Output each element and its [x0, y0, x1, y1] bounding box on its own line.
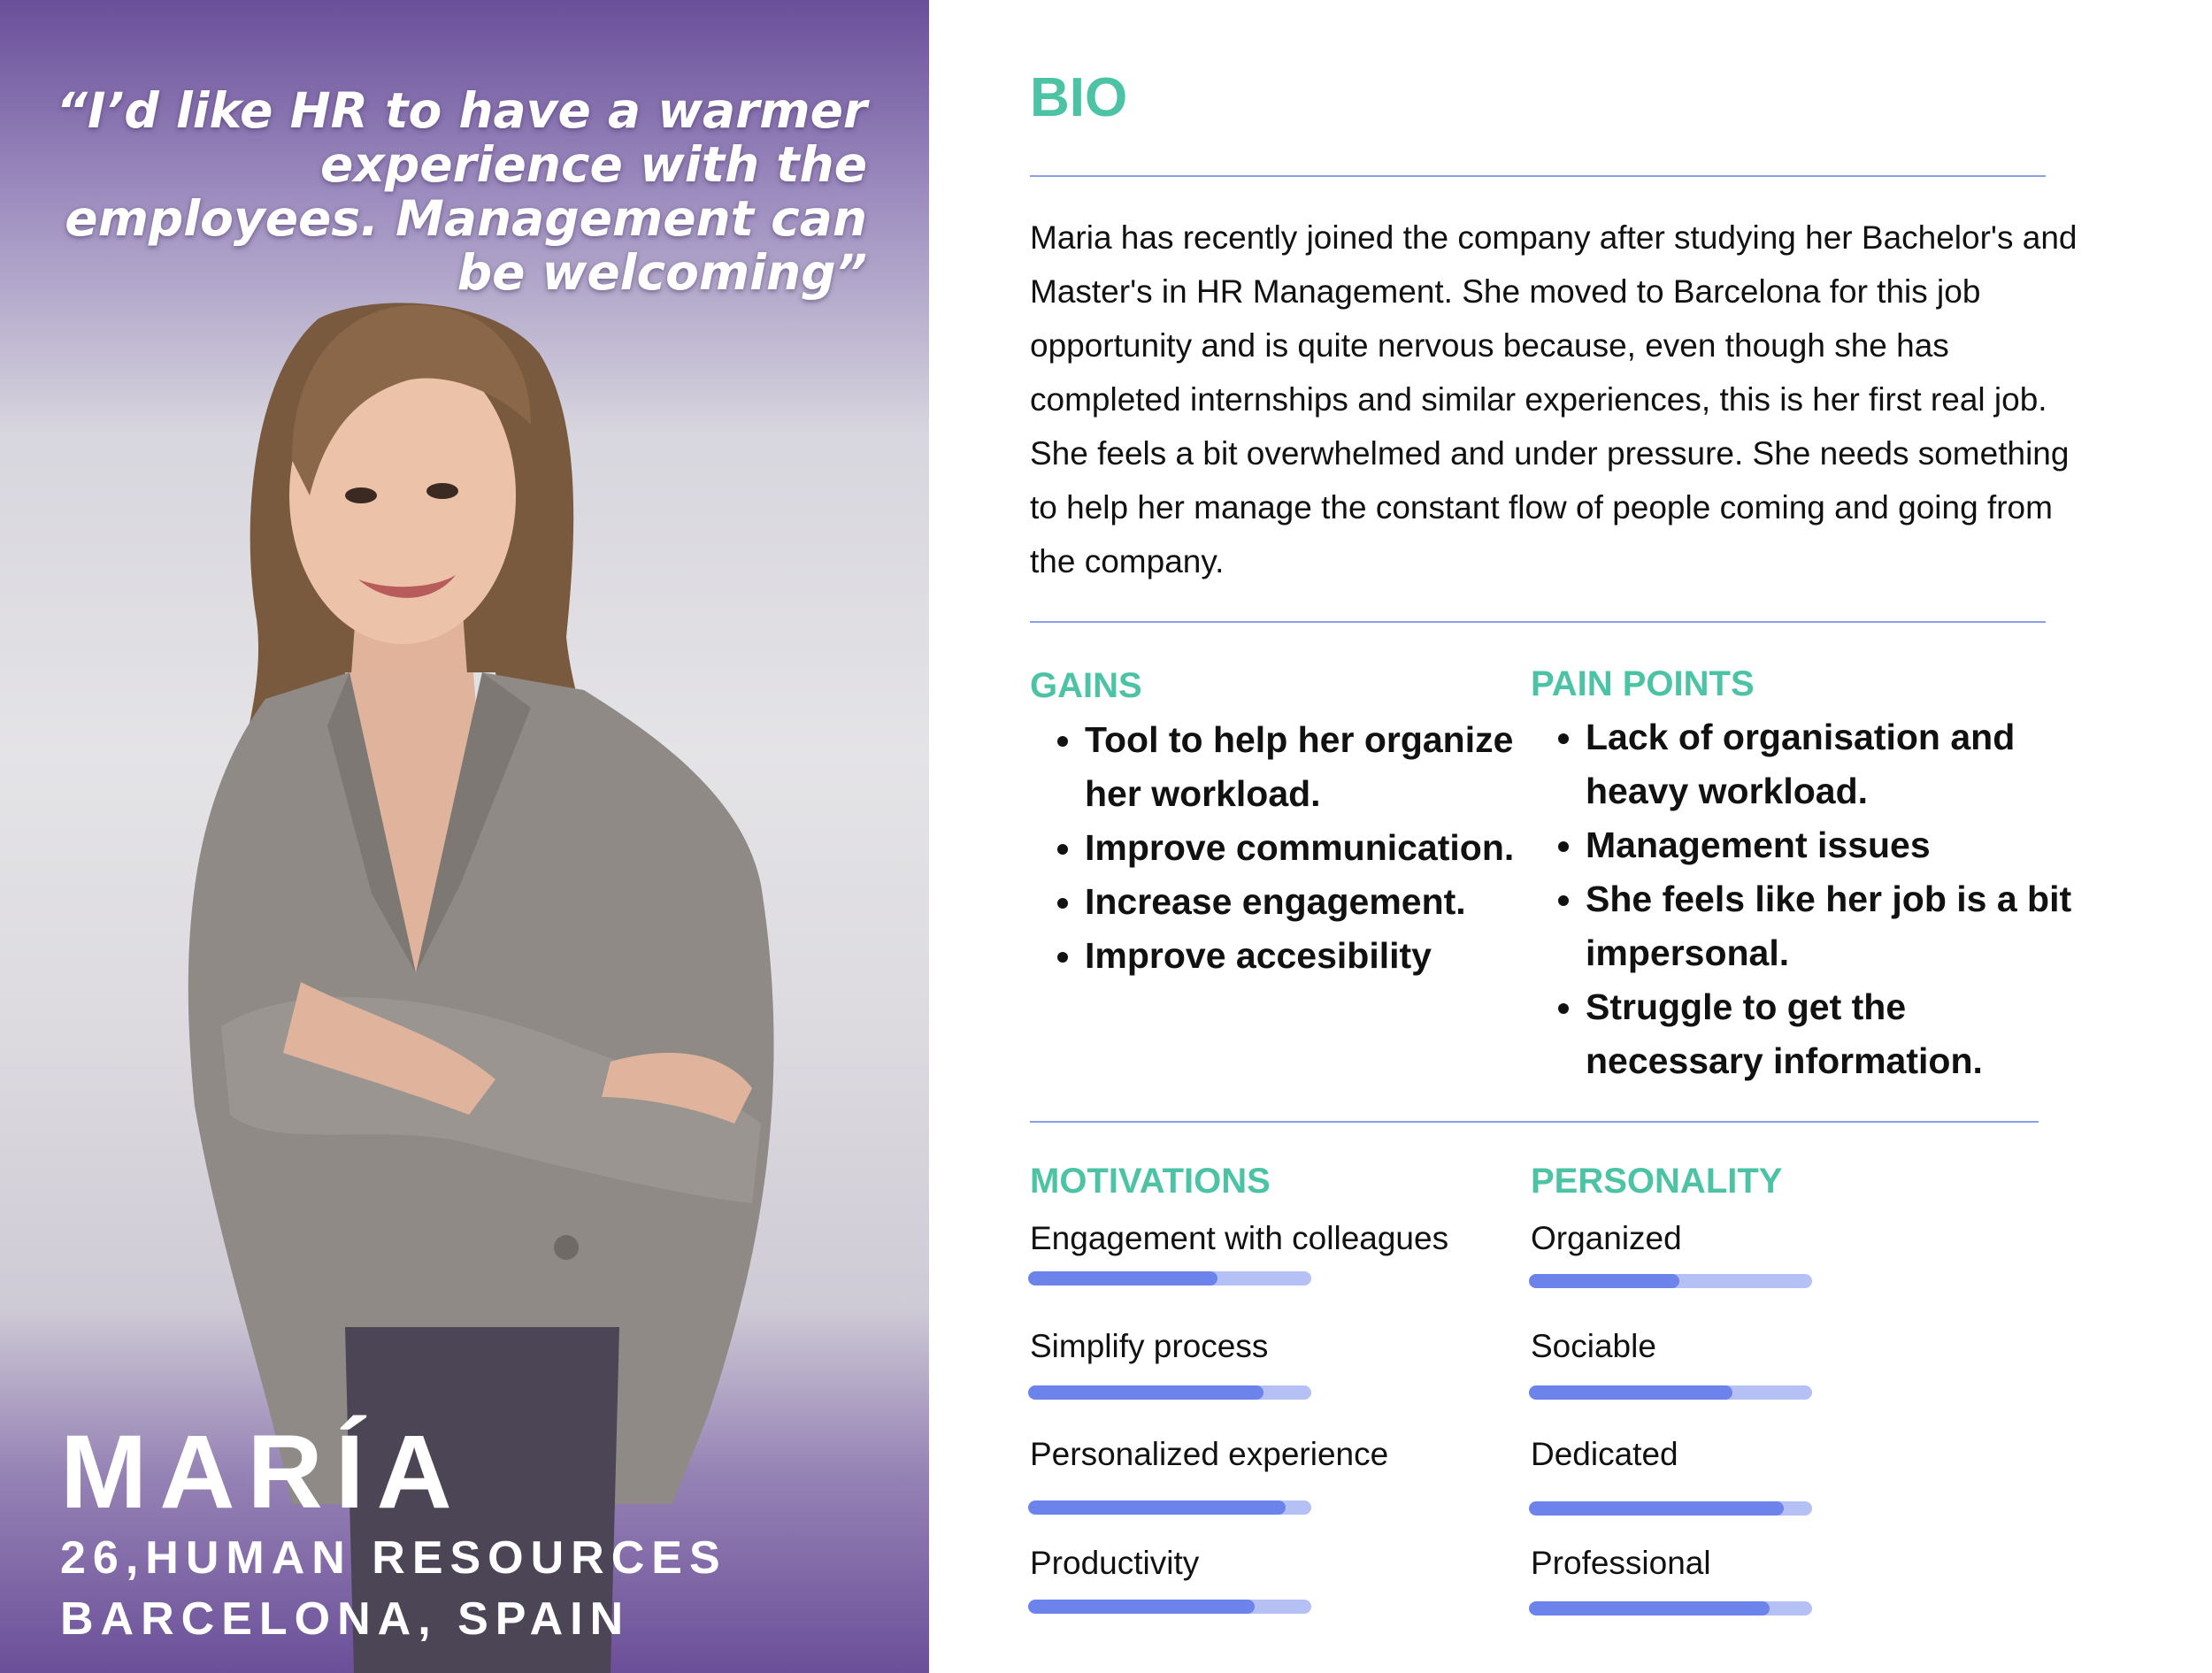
pain-points-list — [1531, 710, 2081, 1088]
motivation-label: Productivity — [1030, 1545, 1200, 1581]
persona-location: BARCELONA, SPAIN — [60, 1593, 631, 1645]
personality-title: PERSONALITY — [1531, 1162, 1783, 1201]
meter-fill — [1028, 1600, 1255, 1614]
meter-fill — [1028, 1500, 1286, 1515]
personality-meter — [1529, 1601, 1812, 1615]
meter-fill — [1529, 1501, 1784, 1516]
motivation-meter — [1028, 1271, 1311, 1285]
meter-fill — [1529, 1274, 1679, 1288]
pain-points-title: PAIN POINTS — [1531, 664, 1755, 703]
persona-photo-panel — [0, 0, 929, 1673]
motivation-label: Personalized experience — [1030, 1436, 1389, 1472]
list-item: • Improve communication. — [1085, 821, 1554, 875]
gains-title: GAINS — [1030, 666, 1142, 705]
bio-title: BIO — [1030, 67, 1128, 128]
list-item: • Improve accesibility — [1085, 929, 1554, 983]
list-item: • Lack of organisation and heavy workload. — [1586, 710, 2081, 818]
divider — [1030, 175, 2046, 177]
gains-list — [1030, 713, 1554, 983]
personality-label: Professional — [1531, 1545, 1711, 1581]
list-item: • Tool to help her organize her workload. — [1085, 713, 1554, 821]
persona-name: MARÍA — [60, 1414, 465, 1531]
list-item: • Struggle to get the necessary information. — [1586, 980, 2081, 1088]
personality-label: Organized — [1531, 1220, 1682, 1256]
divider — [1030, 621, 2046, 623]
meter-fill — [1529, 1385, 1732, 1400]
motivation-meter — [1028, 1385, 1311, 1400]
bio-text: Maria has recently joined the company after studying her Bachelor's and Master's in HR Management. She moved to Barcelona for this job opportunity and is quite nervous because, even though she has completed internships and similar experiences, this is her first real job. She feels a bit overwhelmed and under pressure. She needs something to help her manage the constant flow of people coming and going from the company. — [1030, 219, 2078, 579]
meter-fill — [1028, 1271, 1217, 1285]
personality-meter — [1529, 1501, 1812, 1516]
personality-label: Sociable — [1531, 1328, 1656, 1364]
motivations-title: MOTIVATIONS — [1030, 1162, 1271, 1201]
personality-meter — [1529, 1385, 1812, 1400]
personality-label: Dedicated — [1531, 1436, 1678, 1472]
persona-quote: “I’d like HR to have a warmer experience with the employees. Management can be welcoming” — [56, 82, 867, 301]
divider — [1030, 1121, 2039, 1123]
motivation-meter — [1028, 1500, 1311, 1515]
motivation-label: Simplify process — [1030, 1328, 1269, 1364]
list-item: • Management issues — [1586, 818, 2081, 872]
list-item: • Increase engagement. — [1085, 875, 1554, 929]
meter-fill — [1529, 1601, 1770, 1615]
persona-age-role: 26,HUMAN RESOURCES — [60, 1532, 727, 1584]
list-item: • She feels like her job is a bit impersonal. — [1586, 872, 2081, 980]
meter-fill — [1028, 1385, 1263, 1400]
personality-meter — [1529, 1274, 1812, 1288]
motivation-meter — [1028, 1600, 1311, 1614]
motivation-label: Engagement with colleagues — [1030, 1220, 1449, 1256]
